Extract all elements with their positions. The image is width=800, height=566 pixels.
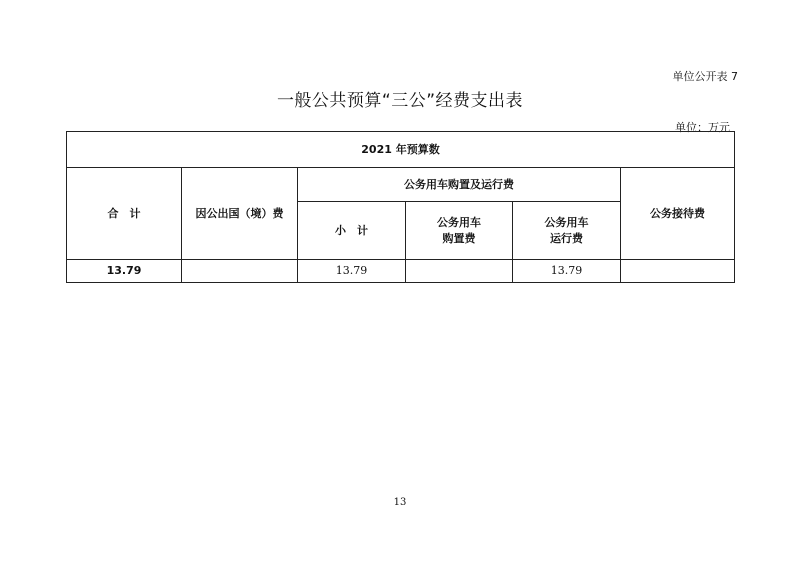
header-vehicle-group: 公务用车购置及运行费 [298, 168, 621, 202]
header-vehicle-purchase-line2: 购置费 [442, 231, 476, 245]
header-total: 合 计 [67, 168, 182, 260]
cell-total: 13.79 [67, 260, 182, 283]
cell-vehicle-purchase [406, 260, 513, 283]
header-reception: 公务接待费 [621, 168, 735, 260]
year-header-row [67, 132, 735, 168]
cell-vehicle-subtotal: 13.79 [298, 260, 406, 283]
header-vehicle-operation-line2: 运行费 [550, 231, 583, 245]
data-row [67, 260, 735, 283]
unit-label: 单位：万元 [675, 121, 730, 134]
header-vehicle-operation-line1: 公务用车 [544, 215, 589, 229]
header-vehicle-operation [513, 202, 621, 260]
page-title: 一般公共预算“三公”经费支出表 [276, 91, 524, 111]
cell-overseas [182, 260, 298, 283]
header-vehicle-purchase-line1: 公务用车 [437, 215, 481, 229]
page-number: 13 [393, 497, 407, 508]
header-overseas: 因公出国（境）费 [182, 168, 298, 260]
cell-vehicle-operation: 13.79 [513, 260, 621, 283]
form-id: 单位公开表 7 [672, 70, 738, 83]
budget-table [66, 131, 735, 283]
header-row [67, 168, 735, 202]
year-header-cell: 2021 年预算数 [67, 132, 735, 168]
header-vehicle-subtotal: 小 计 [298, 202, 406, 260]
header-vehicle-purchase [406, 202, 513, 260]
cell-reception [621, 260, 735, 283]
